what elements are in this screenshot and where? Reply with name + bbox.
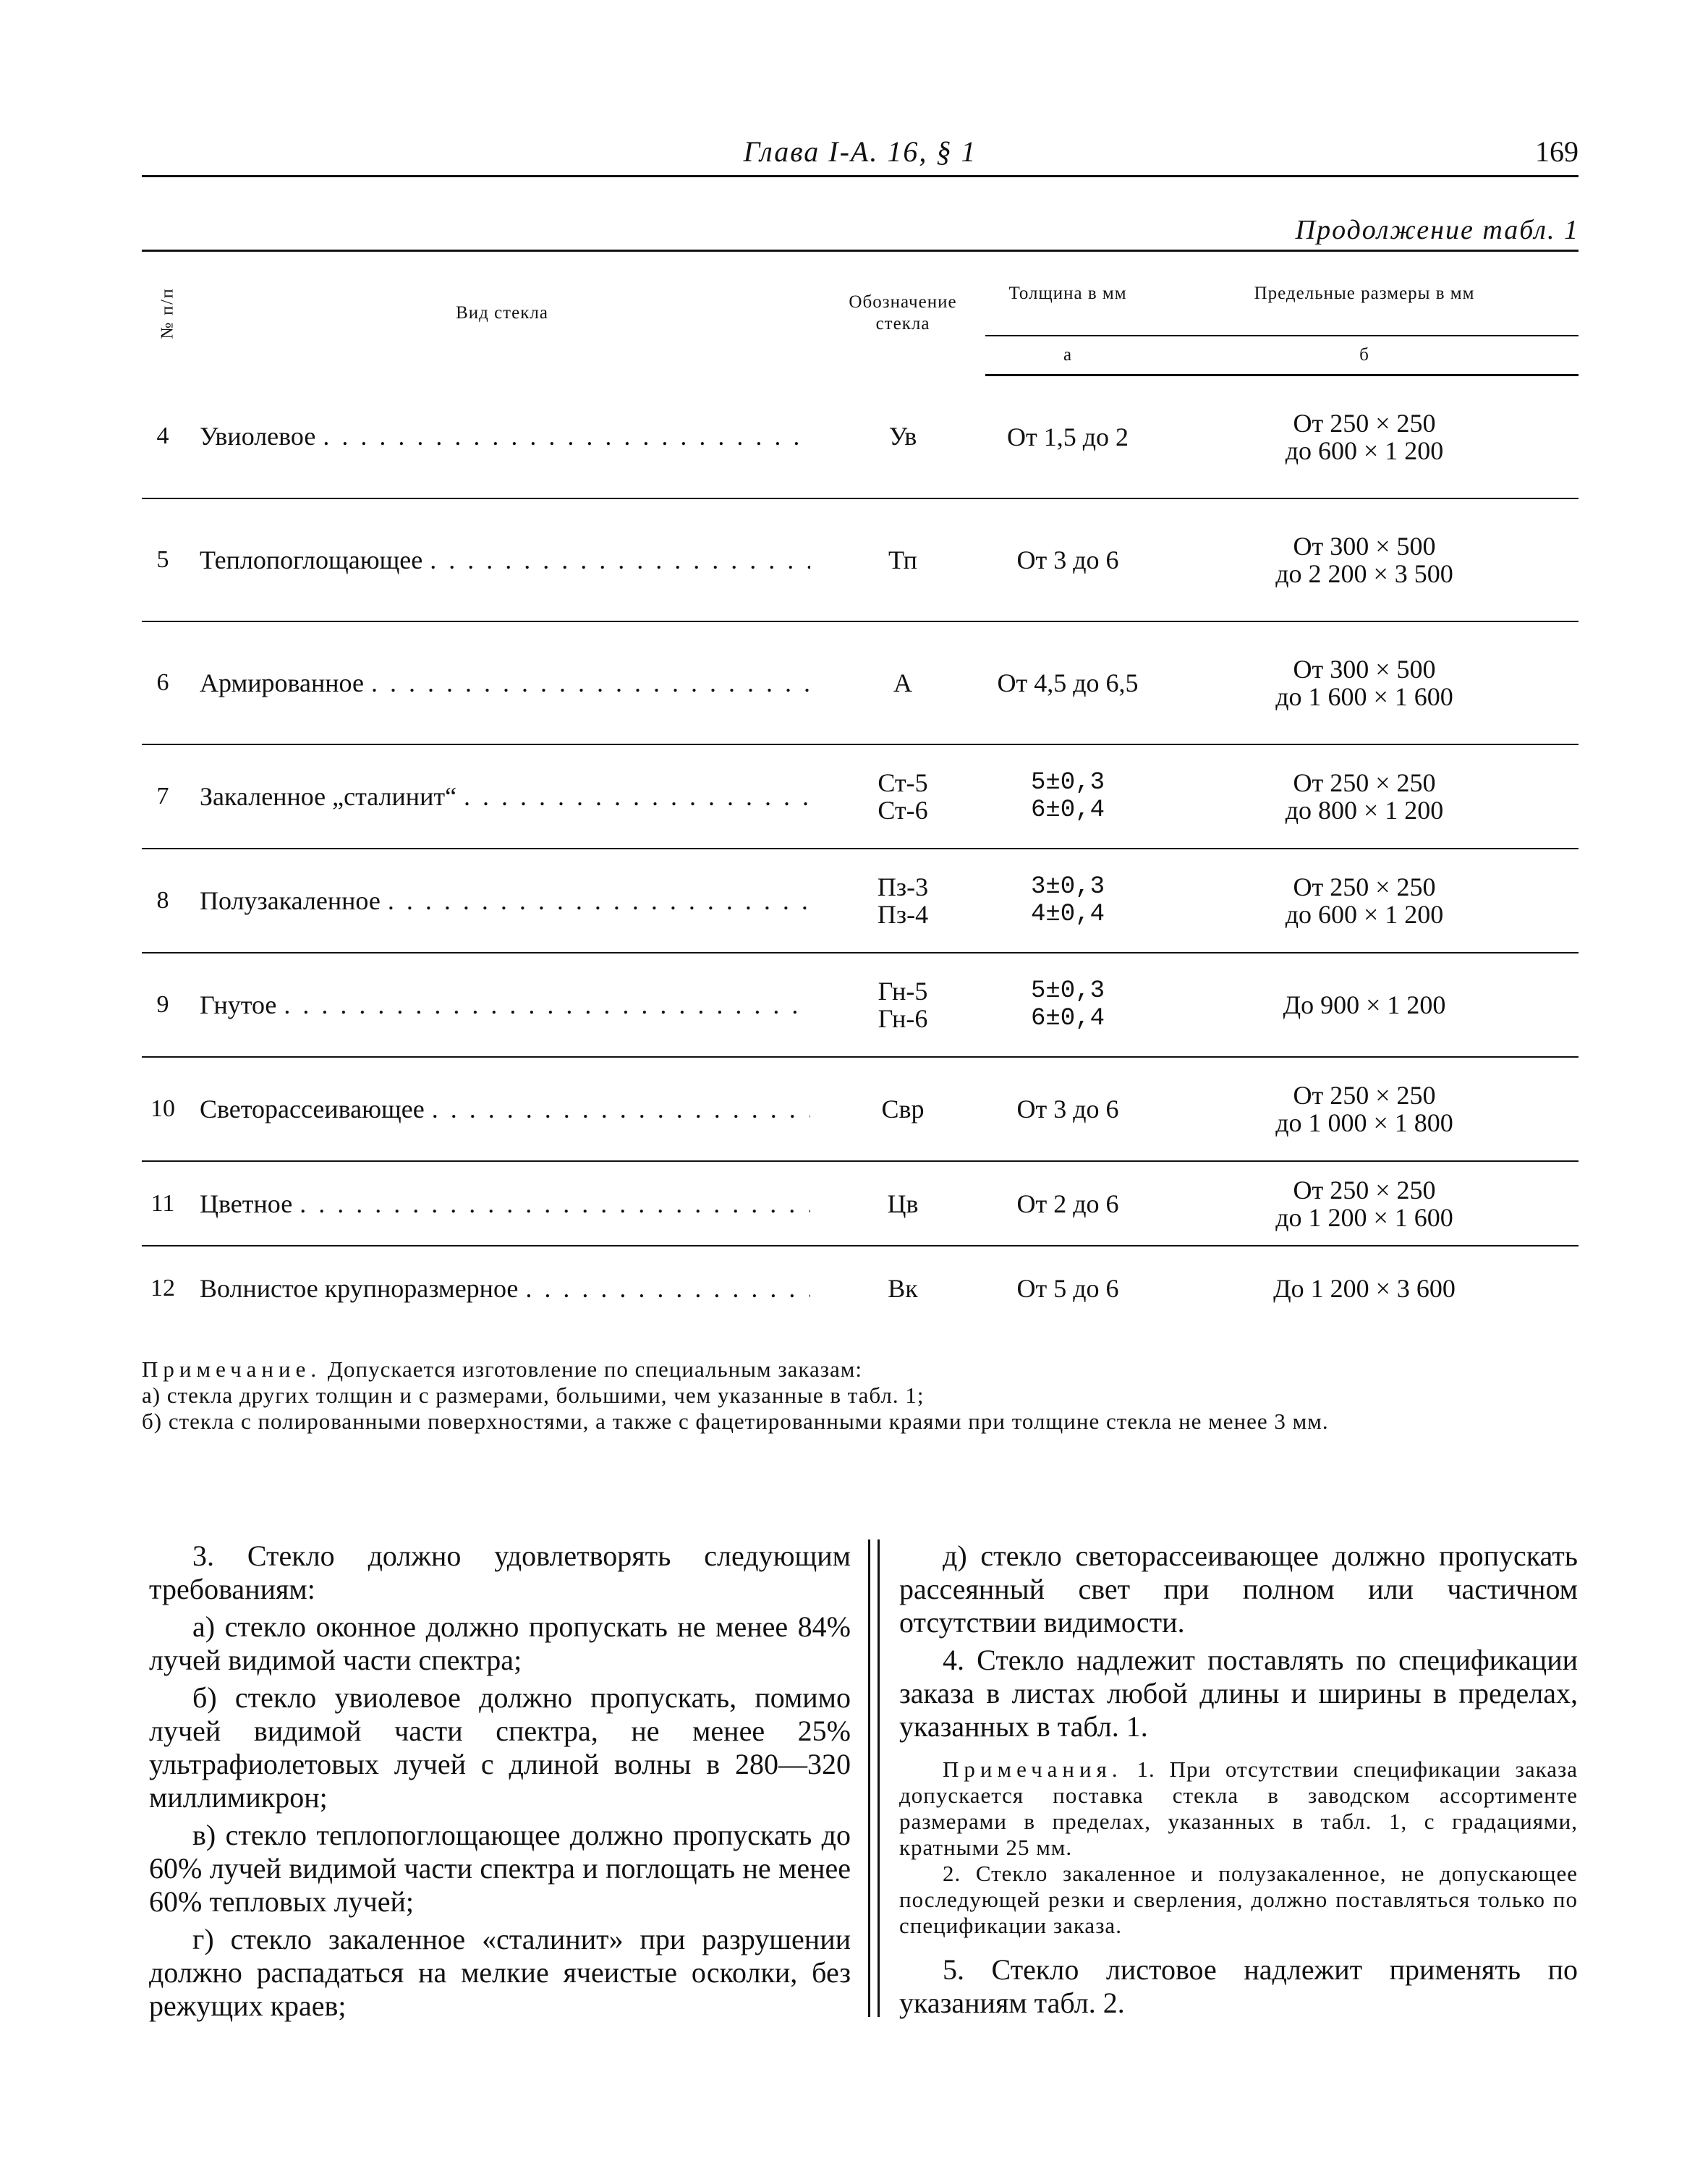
row-thickness: От 5 до 6	[1016, 1273, 1119, 1303]
paragraph: г) стекло закаленное «сталинит» при разрушении должно распадаться на мелкие ячеистые осколки, без режущих краев;	[149, 1923, 851, 2022]
table-row	[142, 1057, 1579, 1161]
row-code: Свр	[820, 1057, 985, 1161]
paragraph: б) стекло увиолевое должно пропускать, помимо лучей видимой части спектра, не менее 25% ультрафиолетовых лучей с длиной волны в 280—320 миллимикрон;	[149, 1681, 851, 1814]
row-code: Ув	[820, 375, 985, 499]
notes	[899, 1757, 1578, 1939]
paragraph: а) стекло оконное должно пропускать не менее 84% лучей видимой части спектра;	[149, 1610, 851, 1676]
table-row	[142, 744, 1579, 849]
row-code: Вк	[888, 1273, 918, 1303]
table-note-label: Примечание.	[142, 1356, 322, 1382]
header-num	[142, 251, 184, 375]
header-thickness: Толщина в мм	[985, 251, 1150, 336]
row-num: 7	[142, 744, 184, 849]
paragraph: 4. Стекло надлежит поставлять по спецификации заказа в листах любой длины и ширины в пределах, указанных в табл. 1.	[899, 1644, 1578, 1743]
row-sizes: От 250 × 250 до 1 200 × 1 600	[1150, 1161, 1579, 1246]
table-row	[142, 1161, 1579, 1246]
right-text-column	[899, 1539, 1578, 2024]
paragraph: в) стекло теплопоглощающее должно пропускать до 60% лучей видимой части спектра и поглощать не менее 60% тепловых лучей;	[149, 1819, 851, 1918]
row-sizes: От 300 × 500 до 1 600 × 1 600	[1150, 621, 1579, 744]
row-code: Тп	[820, 498, 985, 621]
table-row	[142, 953, 1579, 1057]
note-1: Примечания. 1. При отсутствии спецификации заказа допускается поставка стекла в заводском ассортименте размерами в пределах, указанных в табл. 1, с градациями, кратными 25 мм.	[899, 1757, 1578, 1860]
paragraph: 5. Стекло листовое надлежит применять по указаниям табл. 2.	[899, 1953, 1578, 2019]
table-row	[142, 1246, 1579, 1330]
table-note	[142, 1356, 1579, 1435]
row-thickness: От 3 до 6	[985, 498, 1150, 621]
table-row	[142, 621, 1579, 744]
left-text-column	[149, 1539, 851, 2027]
row-sizes: От 250 × 250 до 600 × 1 200	[1150, 375, 1579, 499]
header-type: Вид стекла	[184, 251, 820, 375]
table-row	[142, 498, 1579, 621]
row-thickness: От 2 до 6	[985, 1161, 1150, 1246]
row-sizes: От 250 × 250 до 600 × 1 200	[1150, 849, 1579, 953]
notes-label: Примечания.	[943, 1757, 1123, 1782]
row-thickness: 5±0,3 6±0,4	[985, 953, 1150, 1057]
table-row	[142, 849, 1579, 953]
row-type: Закаленное „сталинит“ . . .	[184, 744, 820, 849]
row-code: Гн-5 Гн-6	[820, 953, 985, 1057]
row-num: 8	[142, 849, 184, 953]
note-2: 2. Стекло закаленное и полузакаленное, не допускающее последующей резки и сверления, должно поставляться только по спецификации заказа.	[899, 1861, 1578, 1938]
header-num-label: № п/п	[158, 287, 177, 339]
row-code: Ст-5 Ст-6	[820, 744, 985, 849]
row-type: Теплопоглощающее . . .	[184, 498, 820, 621]
row-num: 4	[142, 375, 184, 499]
row-num: 10	[142, 1057, 184, 1161]
table-row	[142, 375, 1579, 499]
page-number: 169	[1535, 135, 1579, 168]
row-num: 5	[142, 498, 184, 621]
table-continuation-label: Продолжение табл. 1	[1295, 215, 1579, 245]
row-code: А	[820, 621, 985, 744]
header-sizes: Предельные размеры в мм	[1150, 251, 1579, 336]
row-type: Увиолевое . . .	[184, 375, 820, 499]
row-type: Волнистое крупноразмерное . . .	[184, 1246, 820, 1330]
row-sizes: От 300 × 500 до 2 200 × 3 500	[1150, 498, 1579, 621]
paragraph: 3. Стекло должно удовлетворять следующим требованиям:	[149, 1539, 851, 1605]
row-num: 6	[142, 621, 184, 744]
row-type: Полузакаленное . . .	[184, 849, 820, 953]
column-divider	[868, 1539, 880, 2017]
paragraph: д) стекло светорассеивающее должно пропускать рассеянный свет при полном или частичном отсутствии видимости.	[899, 1539, 1578, 1639]
row-type: Цветное . . .	[184, 1161, 820, 1246]
header-code: Обозначение стекла	[820, 251, 985, 375]
row-num: 11	[142, 1161, 184, 1246]
row-thickness: От 4,5 до 6,5	[985, 621, 1150, 744]
page-header	[142, 130, 1579, 177]
row-num: 9	[142, 953, 184, 1057]
row-thickness: 5±0,3 6±0,4	[985, 744, 1150, 849]
row-thickness: От 3 до 6	[985, 1057, 1150, 1161]
table-note-a: а) стекла других толщин и с размерами, большими, чем указанные в табл. 1;	[142, 1382, 925, 1408]
glass-table	[142, 250, 1579, 1330]
row-sizes: От 250 × 250 до 1 000 × 1 800	[1150, 1057, 1579, 1161]
header-sub-b: б	[1150, 336, 1579, 375]
row-thickness: От 1,5 до 2	[985, 375, 1150, 499]
row-thickness: 3±0,3 4±0,4	[985, 849, 1150, 953]
row-sizes: До 900 × 1 200	[1150, 953, 1579, 1057]
row-type: Армированное . . .	[184, 621, 820, 744]
row-type: Светорассеивающее . . .	[184, 1057, 820, 1161]
running-title: Глава I-A. 16, § 1	[743, 135, 977, 168]
row-sizes: От 250 × 250 до 800 × 1 200	[1150, 744, 1579, 849]
table-note-intro: Примечание. Допускается изготовление по специальным заказам:	[142, 1356, 862, 1382]
row-num: 12	[150, 1274, 175, 1301]
row-code: Пз-3 Пз-4	[820, 849, 985, 953]
row-sizes: До 1 200 × 3 600	[1273, 1273, 1456, 1303]
table-note-b: б) стекла с полированными поверхностями, а также с фацетированными краями при толщине стекла не менее 3 мм.	[142, 1409, 1329, 1434]
row-code: Цв	[820, 1161, 985, 1246]
header-sub-a: а	[985, 336, 1150, 375]
row-type: Гнутое . . .	[184, 953, 820, 1057]
